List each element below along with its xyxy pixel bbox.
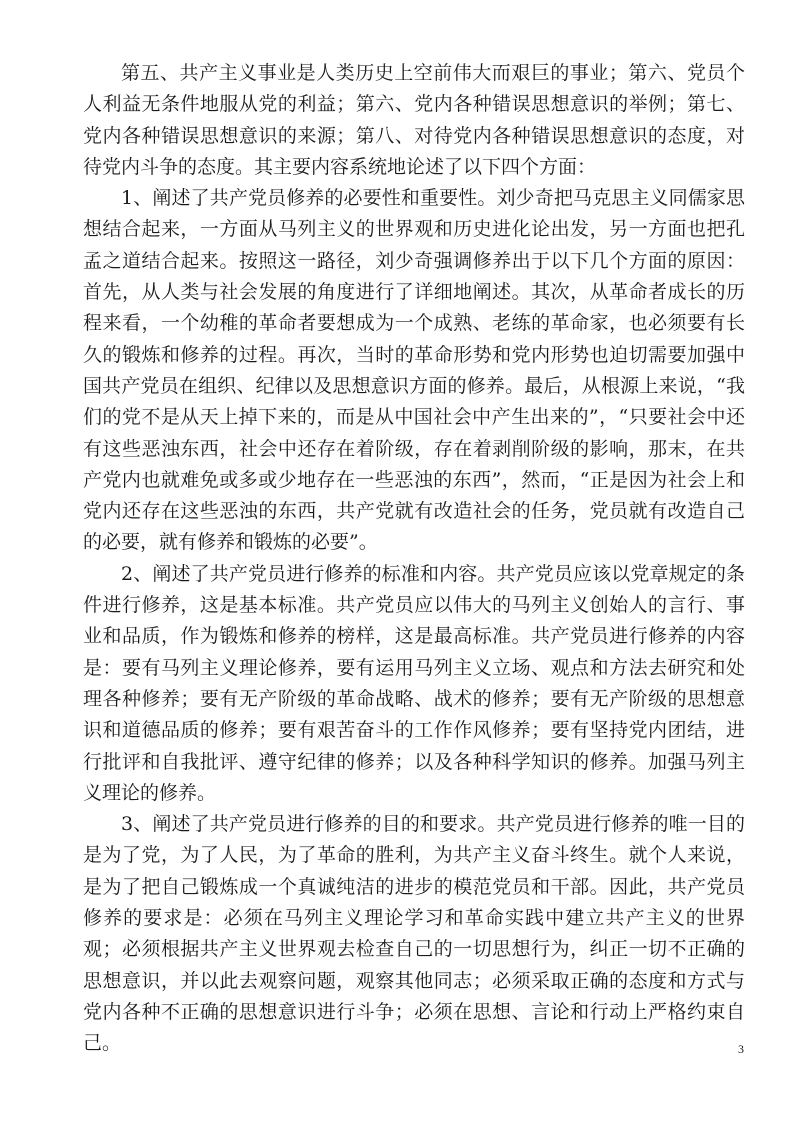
document-body xyxy=(83,58,745,1060)
paragraph-point-1: 1、阐述了共产党员修养的必要性和重要性。刘少奇把马克思主义同儒家思想结合起来，一方面从马列主义的世界观和历史进化论出发，另一方面也把孔孟之道结合起来。按照这一路径，刘少奇强调修养出于以下几个方面的原因：首先，从人类与社会发展的角度进行了详细地阐述。其次，从革命者成长的历程来看，一个幼稚的革命者要想成为一个成熟、老练的革命家，也必须要有长久的锻炼和修养的过程。再次，当时的革命形势和党内形势也迫切需要加强中国共产党员在组织、纪律以及思想意识方面的修养。最后，从根源上来说，“我们的党不是从天上掉下来的，而是从中国社会中产生出来的”，“只要社会中还有这些恶浊东西，社会中还存在着阶级，存在着剥削阶级的影响，那末，在共产党内也就难免或多或少地存在一些恶浊的东西”，然而，“正是因为社会上和党内还存在这些恶浊的东西，共产党就有改造社会的任务，党员就有改造自己的必要，就有修养和锻炼的必要”。 xyxy=(83,187,745,554)
page-number: 3 xyxy=(738,1042,744,1056)
paragraph-point-2: 2、阐述了共产党员进行修养的标准和内容。共产党员应该以党章规定的条件进行修养，这是基本标准。共产党员应以伟大的马列主义创始人的言行、事业和品质，作为锻炼和修养的榜样，这是最高标准。共产党员进行修养的内容是：要有马列主义理论修养，要有运用马列主义立场、观点和方法去研究和处理各种修养；要有无产阶级的革命战略、战术的修养；要有无产阶级的思想意识和道德品质的修养；要有艰苦奋斗的工作作风修养；要有坚持党内团结，进行批评和自我批评、遵守纪律的修养；以及各种科学知识的修养。加强马列主义理论的修养。 xyxy=(83,562,745,804)
paragraph-intro: 第五、共产主义事业是人类历史上空前伟大而艰巨的事业；第六、党员个人利益无条件地服从党的利益；第六、党内各种错误思想意识的举例；第七、党内各种错误思想意识的来源；第八、对待党内各种错误思想意识的态度，对待党内斗争的态度。其主要内容系统地论述了以下四个方面： xyxy=(83,62,745,178)
paragraph-point-3: 3、阐述了共产党员进行修养的目的和要求。共产党员进行修养的唯一目的是为了党，为了人民，为了革命的胜利，为共产主义奋斗终生。就个人来说，是为了把自己锻炼成一个真诚纯洁的进步的模范党员和干部。因此，共产党员修养的要求是：必须在马列主义理论学习和革命实践中建立共产主义的世界观；必须根据共产主义世界观去检查自己的一切思想行为，纠正一切不正确的思想意识，并以此去观察问题，观察其他同志；必须采取正确的态度和方式与党内各种不正确的思想意识进行斗争；必须在思想、言论和行动上严格约束自己。 xyxy=(83,813,745,1055)
